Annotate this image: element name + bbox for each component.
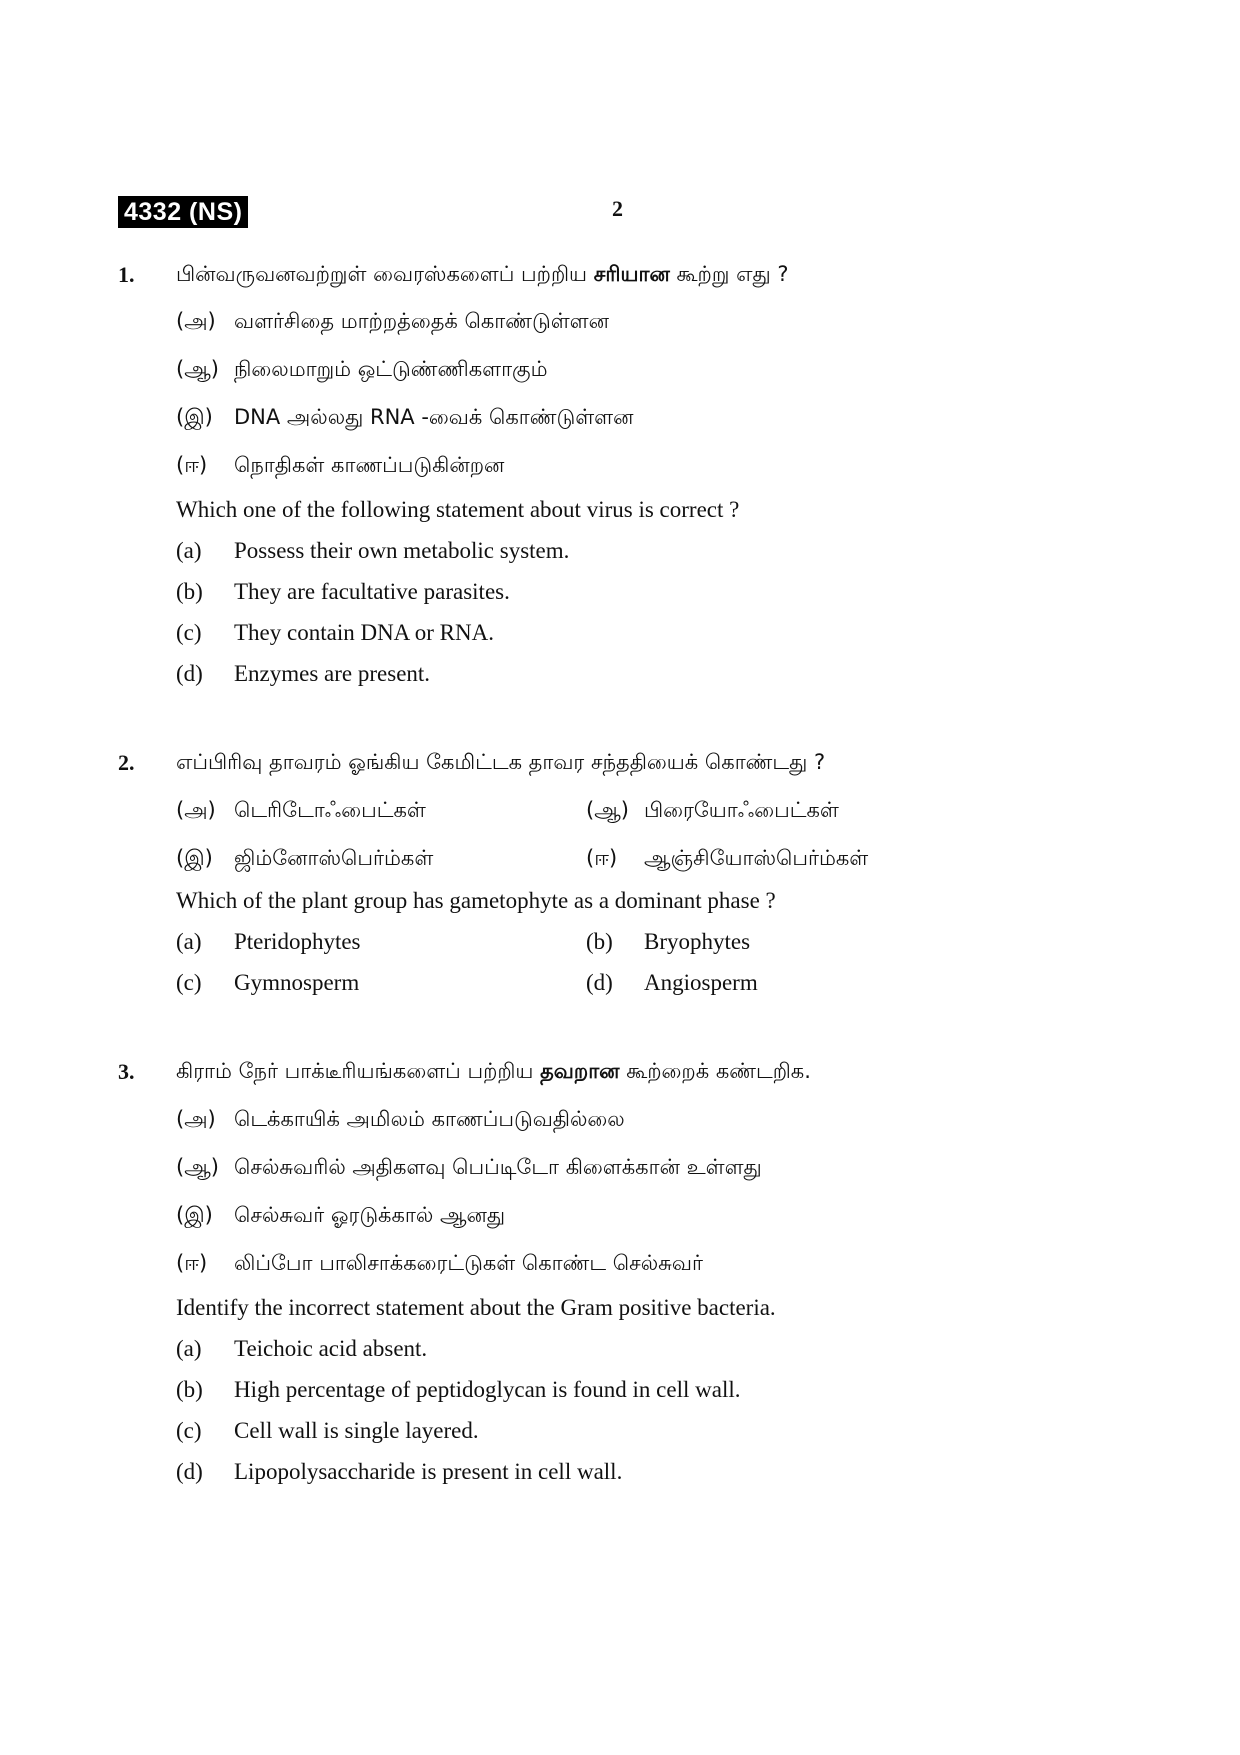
- english-option: [586, 929, 750, 955]
- option-text: பிரையோஃபைட்கள்: [644, 798, 839, 822]
- option-label: (c): [176, 970, 202, 995]
- option-label: (b): [176, 1377, 203, 1402]
- question-tamil-text: [176, 1059, 811, 1086]
- option-text: DNA அல்லது RNA -வைக் கொண்டுள்ளன: [234, 405, 634, 429]
- option-label: (d): [176, 1459, 203, 1484]
- page-number: 2: [612, 196, 623, 221]
- question-number: 1.: [118, 262, 135, 287]
- question-tamil-emphasis: சரியான: [593, 262, 670, 286]
- question-tamil-text: எப்பிரிவு தாவரம் ஓங்கிய கேமிட்டக தாவர சந்ததியைக் கொண்டது ?: [176, 750, 826, 774]
- option-text: செல்சுவரில் அதிகளவு பெப்டிடோ கிளைக்கான் உள்ளது: [234, 1155, 762, 1179]
- paper-code-badge: 4332 (NS): [118, 196, 248, 228]
- question-english-text: Identify the incorrect statement about the Gram positive bacteria.: [176, 1295, 776, 1320]
- question-tamil-text: [176, 262, 789, 289]
- english-option: [586, 970, 758, 996]
- option-label: (b): [586, 929, 613, 954]
- question-tamil-pre: பின்வருவனவற்றுள் வைரஸ்களைப் பற்றிய: [176, 262, 594, 286]
- option-label: (a): [176, 929, 202, 954]
- option-label: (அ): [176, 798, 216, 822]
- english-option: [176, 538, 569, 564]
- option-text: லிப்போ பாலிசாக்கரைட்டுகள் கொண்ட செல்சுவர்: [234, 1251, 703, 1275]
- question-number: 2.: [118, 750, 135, 775]
- option-text: They are facultative parasites.: [234, 579, 510, 604]
- tamil-option: [176, 1155, 762, 1182]
- option-text: Possess their own metabolic system.: [234, 538, 570, 563]
- option-text: High percentage of peptidoglycan is found in cell wall.: [234, 1377, 741, 1402]
- option-text: Lipopolysaccharide is present in cell wall.: [234, 1459, 623, 1484]
- option-text: Teichoic acid absent.: [234, 1336, 428, 1361]
- english-option: [176, 1418, 479, 1444]
- english-option: [176, 661, 430, 687]
- tamil-option: [176, 405, 633, 432]
- option-label: (b): [176, 579, 203, 604]
- option-label: (d): [176, 661, 203, 686]
- tamil-option: [176, 798, 426, 825]
- option-label: (ஈ): [586, 846, 618, 870]
- option-text: டெரிடோஃபைட்கள்: [234, 798, 426, 822]
- option-label: (இ): [176, 846, 213, 870]
- option-label: (a): [176, 1336, 202, 1361]
- option-text: டெக்காயிக் அமிலம் காணப்படுவதில்லை: [234, 1107, 625, 1131]
- question-tamil-emphasis: தவறான: [540, 1059, 620, 1083]
- option-text: They contain DNA or RNA.: [234, 620, 494, 645]
- tamil-option: [176, 453, 504, 480]
- question-english-text: Which one of the following statement about virus is correct ?: [176, 497, 740, 522]
- option-label: (அ): [176, 1107, 216, 1131]
- option-label: (இ): [176, 1203, 213, 1227]
- option-text: நிலைமாறும் ஒட்டுண்ணிகளாகும்: [234, 357, 548, 381]
- option-text: Pteridophytes: [234, 929, 361, 954]
- option-label: (ஈ): [176, 1251, 208, 1275]
- option-text: Gymnosperm: [234, 970, 360, 995]
- tamil-option: [176, 357, 548, 384]
- english-option: [176, 1459, 622, 1485]
- tamil-option: [586, 846, 868, 873]
- english-option: [176, 1377, 740, 1403]
- option-text: செல்சுவர் ஓரடுக்கால் ஆனது: [234, 1203, 506, 1227]
- option-label: (ஆ): [176, 357, 219, 381]
- tamil-option: [176, 846, 433, 873]
- question-tamil-post: கூற்றைக் கண்டறிக.: [619, 1059, 811, 1083]
- option-label: (c): [176, 1418, 202, 1443]
- tamil-option: [586, 798, 839, 825]
- english-option: [176, 1336, 427, 1362]
- tamil-option: [176, 1107, 625, 1134]
- option-text: ஆஞ்சியோஸ்பெர்ம்கள்: [644, 846, 869, 870]
- option-text: Angiosperm: [644, 970, 758, 995]
- option-label: (a): [176, 538, 202, 563]
- option-text: Bryophytes: [644, 929, 751, 954]
- english-option: [176, 929, 361, 955]
- option-label: (இ): [176, 405, 213, 429]
- question-english-text: Which of the plant group has gametophyte as a dominant phase ?: [176, 888, 776, 913]
- question-tamil-pre: கிராம் நேர் பாக்டீரியங்களைப் பற்றிய: [176, 1059, 541, 1083]
- option-text: ஜிம்னோஸ்பெர்ம்கள்: [234, 846, 434, 870]
- tamil-option: [176, 309, 609, 336]
- tamil-option: [176, 1203, 505, 1230]
- question-number: 3.: [118, 1059, 135, 1084]
- option-label: (ஆ): [586, 798, 629, 822]
- option-text: Enzymes are present.: [234, 661, 431, 686]
- english-option: [176, 620, 494, 646]
- option-label: (ஈ): [176, 453, 208, 477]
- option-label: (d): [586, 970, 613, 995]
- option-text: நொதிகள் காணப்படுகின்றன: [234, 453, 505, 477]
- option-label: (அ): [176, 309, 216, 333]
- english-option: [176, 579, 510, 605]
- option-label: (c): [176, 620, 202, 645]
- english-option: [176, 970, 359, 996]
- tamil-option: [176, 1251, 703, 1278]
- option-text: வளர்சிதை மாற்றத்தைக் கொண்டுள்ளன: [234, 309, 609, 333]
- option-text: Cell wall is single layered.: [234, 1418, 479, 1443]
- option-label: (ஆ): [176, 1155, 219, 1179]
- question-tamil-post: கூற்று எது ?: [669, 262, 789, 286]
